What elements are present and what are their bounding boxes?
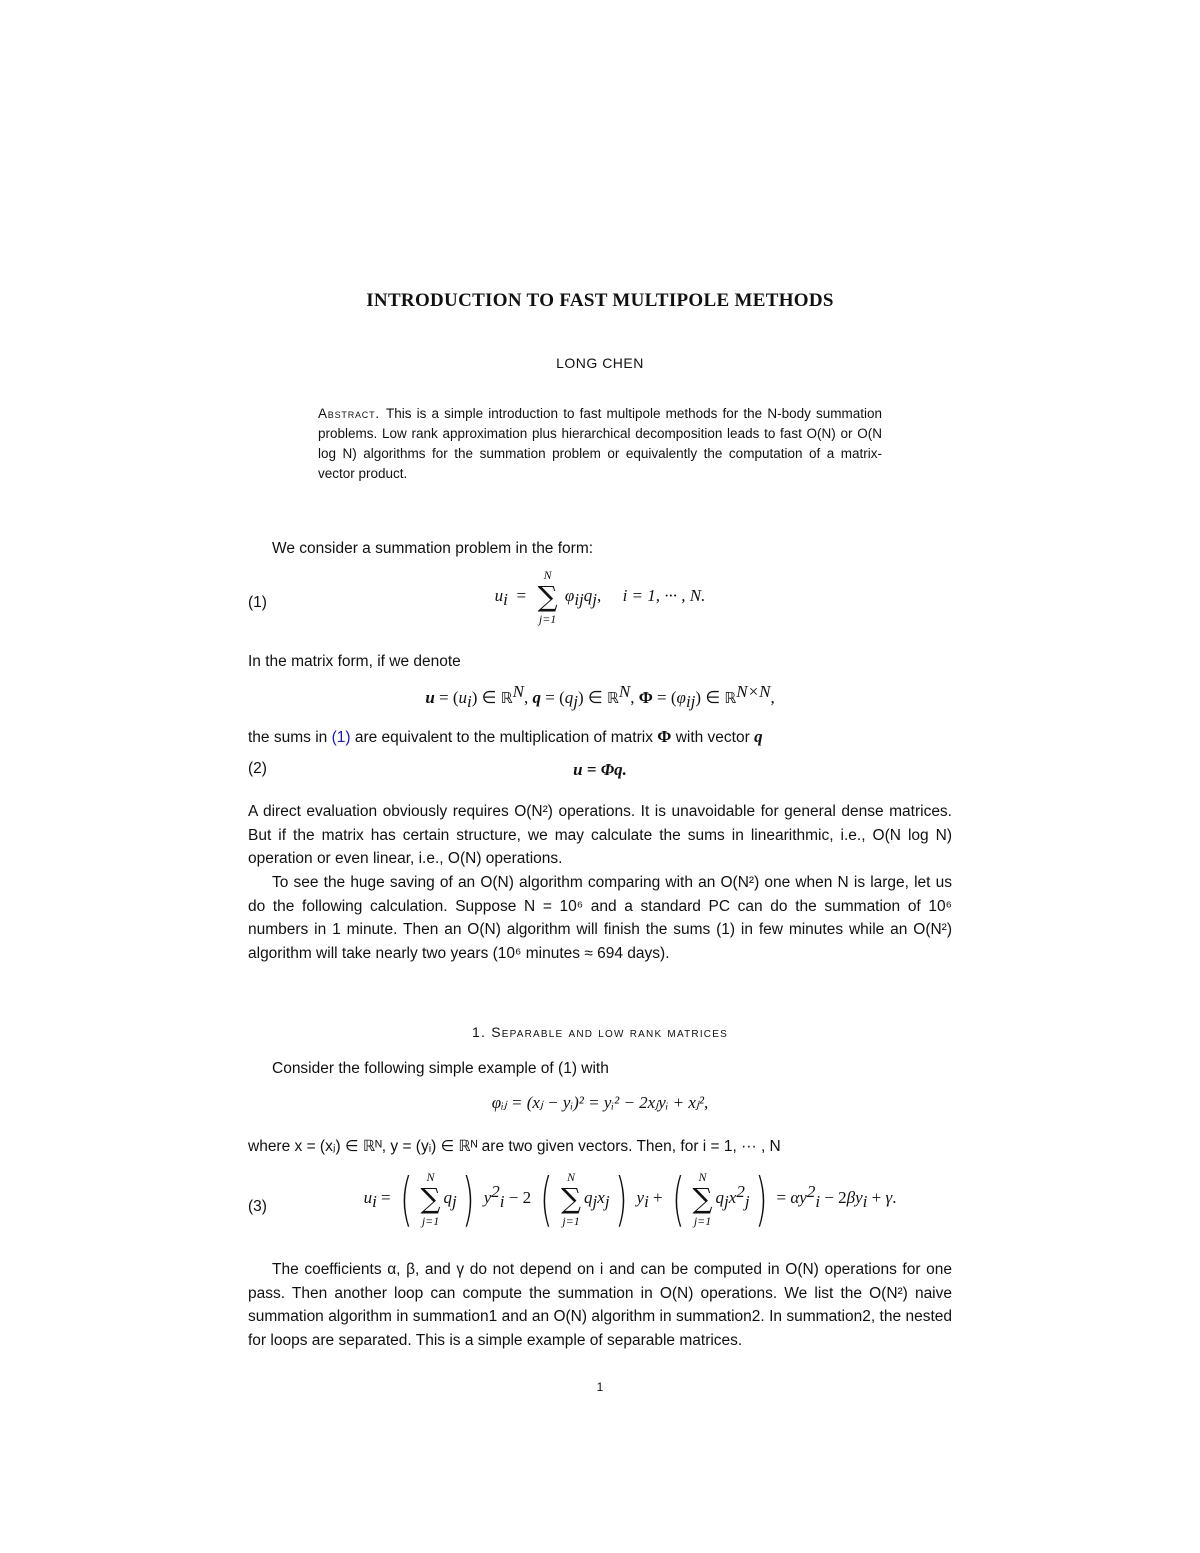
abstract-text: This is a simple introduction to fast multipole methods for the N-body summation problems. Low rank approximation plus hierarchical decomposition leads to fast O(N) or O(N log N) algorithms for the summation problem or equivalently the computation of a matrix-vector product.	[318, 406, 882, 481]
equation-1-lhs: u	[494, 586, 504, 606]
equation-2-body: u = Φq.	[573, 760, 627, 779]
equation-3-label: (3)	[248, 1198, 267, 1215]
direct-evaluation-paragraph: A direct evaluation obviously requires O(N²) operations. It is unavoidable for general dense matrices. But if the matrix has certain structure, we may calculate the sums in linearithmic, i.e., O(N log N) operation or even linear, i.e., O(N) operations.	[248, 803, 952, 867]
equation-phi-body: φᵢⱼ = (xⱼ − yᵢ)² = yᵢ² − 2xⱼyᵢ + xⱼ²,	[491, 1093, 709, 1112]
sums-text-a: the sums in	[248, 729, 328, 746]
equation-2-label: (2)	[248, 760, 267, 777]
equation-2	[248, 760, 952, 786]
intro-paragraph: We consider a summation problem in the form:	[272, 540, 594, 557]
section-heading: 1. Separable and low rank matrices	[472, 1024, 728, 1040]
example-paragraph: Consider the following simple example of (1) with	[272, 1060, 609, 1077]
abstract-label: Abstract.	[318, 406, 380, 421]
where-paragraph: where x = (xⱼ) ∈ ℝᴺ, y = (yᵢ) ∈ ℝᴺ are two given vectors. Then, for i = 1, ··· , N	[248, 1138, 781, 1155]
paper-author: LONG CHEN	[556, 355, 644, 371]
paper-title: INTRODUCTION TO FAST MULTIPOLE METHODS	[366, 290, 834, 311]
sums-text-b: are equivalent to the multiplication of matrix	[354, 729, 653, 746]
equation-1-reference[interactable]: (1)	[331, 729, 351, 746]
equation-1-label: (1)	[248, 594, 267, 611]
equation-1-body: $u_i$ = N ∑ j=1 $\varphi_{ij}q_j$, i = 1, ··· , N.	[494, 568, 706, 626]
equation-1	[248, 568, 952, 638]
sums-paragraph: the sums in (1) are equivalent to the multiplication of matrix Φ with vector q	[248, 727, 763, 746]
matrix-form-paragraph: In the matrix form, if we denote	[248, 653, 461, 670]
sum-symbol: N ∑ j=1	[537, 568, 558, 626]
paper-page: INTRODUCTION TO FAST MULTIPOLE METHODS LONG CHEN Abstract. This is a simple introduction to fast multipole methods for the N-body summation problems. Low rank approximation plus hierarchical decomposition leads to fast O(N) or O(N log N) algorithms for the summation problem or equivalently the computation of a matrix-vector product. We consider a summation problem in the form: (1) $u_i$ = N ∑ j=1 $\varphi_{ij}q_j$, i = 1, ··· , N. In the matrix form, if we denote $u = (u_i)$ ∈ ℝ$^N$, $q = (q_j)$ ∈ ℝ$^N$, $\Phi = (\varphi_{ij})$ ∈ ℝ$^{N\times N}$, the sums in (1) are equivalent to the multiplication of matrix Φ with vector q (2) u = Φq. A direct evaluation obviously requires O(N²) operations. It is unavoidable for general dense matrices. But if the matrix has certain structure, we may calculate the sums in linearithmic, i.e., O(N log N) operation or even linear, i.e., O(N) operations. To see the huge saving of an O(N) algorithm comparing with an O(N²) one when N is large, let us do the following calculation. Suppose N = 10⁶ and a standard PC can do the summation of 10⁶ numbers in 1 minute. Then an O(N) algorithm will finish the sums (1) in few minutes while an O(N²) algorithm will take nearly two years (10⁶ minutes ≈ 694 days). 1. Separable and low rank matrices Consider the following simple example of (1) with φᵢⱼ = (xⱼ − yᵢ)² = yᵢ² − 2xⱼyᵢ + xⱼ², where x = (xⱼ) ∈ ℝᴺ, y = (yᵢ) ∈ ℝᴺ are two given vectors. Then, for i = 1, ··· , N (3) $u_i$ = ( N ∑ j=1 $q_j$) $y^2_i - 2$ ( N ∑ j=1 $q_jx_j$) $y_i$ + ( N ∑ j=1 $q_jx^2_j) = \alpha y^2_i - 2\beta y_i + \gamma$. The coefficients α, β, and γ do not depend on i and can be computed in O(N) operations for one pass. Then another loop can compute the summation in O(N) operations. We list the O(N²) naive summation algorithm in summation1 and an O(N) algorithm in summation2. In summation2, the nested for loops are separated. This is a simple example of separable matrices. 1	[0, 0, 1200, 1553]
equation-1-range: i = 1, ··· , N.	[622, 586, 706, 606]
coefficients-paragraph: The coefficients α, β, and γ do not depend on i and can be computed in O(N) operations for one pass. Then another loop can compute the summation in O(N) operations. We list the O(N²) naive summation algorithm in summation1 and an O(N) algorithm in summation2. In summation2, the nested for loops are separated. This is a simple example of separable matrices.	[248, 1261, 952, 1349]
page-number: 1	[596, 1380, 604, 1394]
equation-3-body: $u_i$ = ( N ∑ j=1 $q_j$) $y^2_i - 2$ ( N ∑ j=1 $q_jx_j$) $y_i$ + ( N ∑ j=1 $q_jx^2_j) = \alpha y^2_i - 2\beta y_i + \gamma$.	[363, 1165, 897, 1233]
abstract	[318, 404, 882, 484]
equation-3	[248, 1165, 952, 1250]
sums-text-c: with vector	[675, 729, 750, 746]
saving-paragraph: To see the huge saving of an O(N) algorithm comparing with an O(N²) one when N is large, let us do the following calculation. Suppose N = 10⁶ and a standard PC can do the summation of 10⁶ numbers in 1 minute. Then an O(N) algorithm will finish the sums (1) in few minutes while an O(N²) algorithm will take nearly two years (10⁶ minutes ≈ 694 days).	[248, 874, 952, 962]
